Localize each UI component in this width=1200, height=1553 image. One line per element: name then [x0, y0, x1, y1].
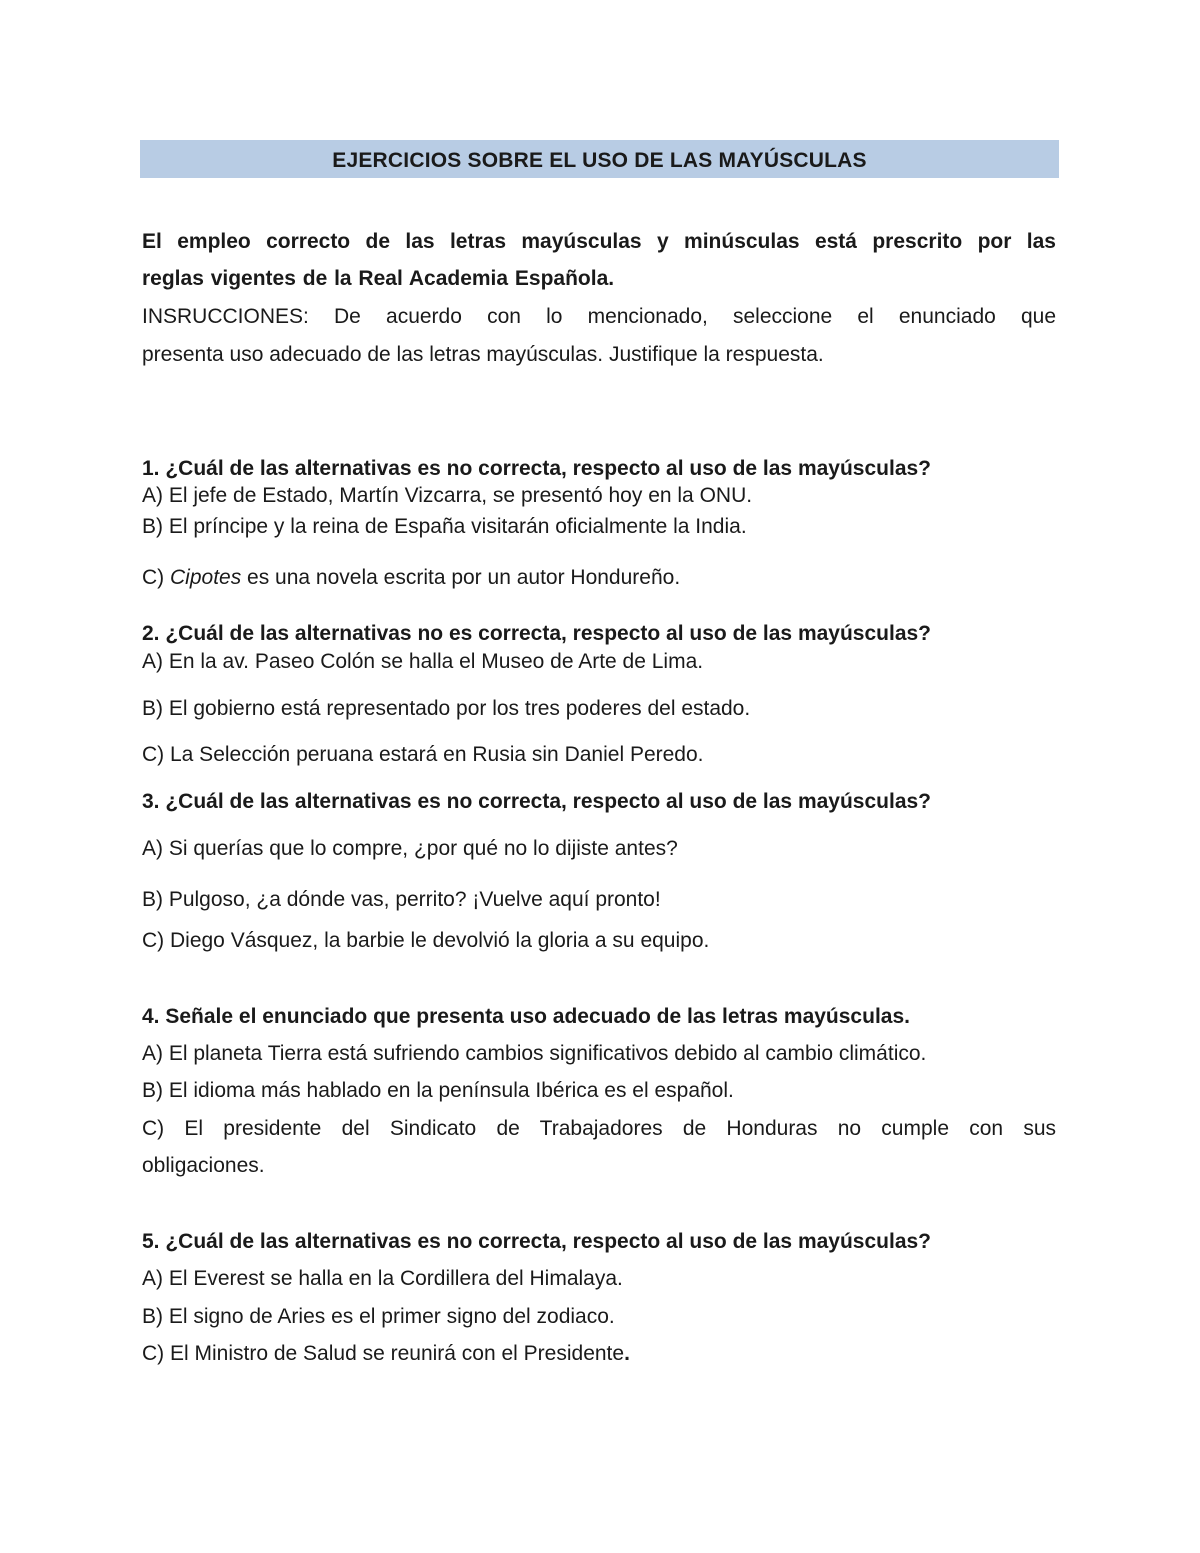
question-2-option-c: C) La Selección peruana estará en Rusia sin Daniel Peredo. [142, 743, 704, 766]
question-1-option-c-prefix: C) [142, 566, 170, 589]
question-5-option-b: B) El signo de Aries es el primer signo del zodiaco. [142, 1305, 615, 1328]
question-2-prompt: 2. ¿Cuál de las alternativas no es correcta, respecto al uso de las mayúsculas? [142, 622, 932, 645]
intro-line-1: El empleo correcto de las letras mayúsculas y minúsculas está prescrito por las [142, 230, 1056, 253]
question-4-option-c-line-1: C) El presidente del Sindicato de Trabajadores de Honduras no cumple con sus [142, 1117, 1056, 1140]
question-5-option-c [142, 1340, 1056, 1368]
document-title: EJERCICIOS SOBRE EL USO DE LAS MAYÚSCULAS [332, 149, 867, 172]
question-1-option-c-rest: es una novela escrita por un autor Hondureño. [241, 566, 681, 589]
question-4-option-b: B) El idioma más hablado en la península Ibérica es el español. [142, 1079, 734, 1102]
question-1-option-b: B) El príncipe y la reina de España visitarán oficialmente la India. [142, 515, 747, 538]
question-3-prompt: 3. ¿Cuál de las alternativas es no correcta, respecto al uso de las mayúsculas? [142, 790, 932, 813]
intro-line-2: reglas vigentes de la Real Academia Española. [142, 267, 615, 290]
question-5-option-c-period: . [624, 1342, 630, 1365]
question-2-option-a: A) En la av. Paseo Colón se halla el Museo de Arte de Lima. [142, 650, 704, 673]
question-3-option-b: B) Pulgoso, ¿a dónde vas, perrito? ¡Vuelve aquí pronto! [142, 888, 661, 911]
question-1-prompt: 1. ¿Cuál de las alternativas es no correcta, respecto al uso de las mayúsculas? [142, 457, 932, 480]
instructions-line-2: presenta uso adecuado de las letras mayúsculas. Justifique la respuesta. [142, 343, 824, 366]
question-5-prompt: 5. ¿Cuál de las alternativas es no correcta, respecto al uso de las mayúsculas? [142, 1230, 932, 1253]
instructions-line-1: INSRUCCIONES: De acuerdo con lo mencionado, seleccione el enunciado que [142, 305, 1056, 328]
question-2-option-b: B) El gobierno está representado por los tres poderes del estado. [142, 697, 751, 720]
question-4-prompt: 4. Señale el enunciado que presenta uso adecuado de las letras mayúsculas. [142, 1005, 910, 1028]
question-4-option-c-line-2: obligaciones. [142, 1154, 265, 1177]
question-1-option-c-italic: Cipotes [170, 566, 242, 589]
title-banner [140, 140, 1059, 178]
question-1-option-c [142, 564, 1056, 592]
question-5-option-c-text: C) El Ministro de Salud se reunirá con el Presidente [142, 1342, 625, 1365]
question-5-option-a: A) El Everest se halla en la Cordillera del Himalaya. [142, 1267, 623, 1290]
question-3-option-a: A) Si querías que lo compre, ¿por qué no lo dijiste antes? [142, 837, 678, 860]
question-4-option-a: A) El planeta Tierra está sufriendo cambios significativos debido al cambio climático. [142, 1042, 927, 1065]
question-1-option-a: A) El jefe de Estado, Martín Vizcarra, se presentó hoy en la ONU. [142, 484, 753, 507]
question-3-option-c: C) Diego Vásquez, la barbie le devolvió la gloria a su equipo. [142, 929, 710, 952]
